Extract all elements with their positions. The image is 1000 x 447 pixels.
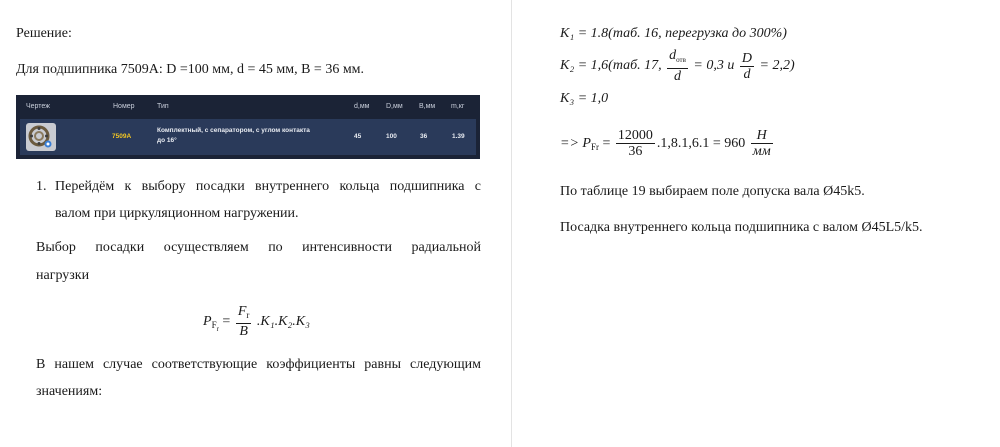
formula-p-sub: F <box>211 320 217 330</box>
table-row[interactable] <box>20 119 476 155</box>
k3-line: K₃ = 1,0 <box>560 91 609 106</box>
row-type-line1: Комплектный, с сепаратором, с углом контакта <box>157 127 310 134</box>
k2-pre: K₂ = 1,6(таб. 17, <box>560 58 662 74</box>
k2-fraction1 <box>667 48 688 84</box>
para1-line1: Выбор посадки осуществляем по интенсивности радиальной <box>36 240 481 255</box>
result-unit <box>751 128 773 159</box>
para2-line1: В нашем случае соответствующие коэффициенты равны следующим <box>36 357 481 372</box>
row-d: 45 <box>354 133 362 140</box>
k2-line <box>560 48 795 84</box>
result-sub: Fr <box>590 142 599 152</box>
col-B: B,мм <box>419 103 436 110</box>
row-B: 36 <box>420 133 428 140</box>
row-number: 7509A <box>112 133 132 140</box>
para1-line2: нагрузки <box>36 268 90 283</box>
item1-line2: валом при циркуляционном нагружении. <box>55 206 299 221</box>
result-formula <box>560 126 775 165</box>
k2-fraction2 <box>740 51 754 82</box>
col-d: d,мм <box>354 103 370 110</box>
k2-frac1-den: d <box>674 69 682 84</box>
k2-frac2-den: d <box>743 66 751 82</box>
column-divider <box>511 0 512 447</box>
result-frac-num: 12000 <box>617 128 653 144</box>
fit-line: Посадка внутреннего кольца подшипника с валом Ø45L5/k5. <box>560 220 923 235</box>
para2-line2: значениям: <box>36 384 103 399</box>
formula-fr-sub: r <box>246 310 250 321</box>
col-number: Номер <box>113 103 135 110</box>
k1-line: K₁ = 1.8(таб. 16, перегрузка до 300%) <box>560 26 787 41</box>
bearing-params: Для подшипника 7509А: D =100 мм, d = 45 мм, B = 36 мм. <box>16 62 365 77</box>
result-eq: = <box>602 136 611 151</box>
list-marker: 1. <box>36 179 47 194</box>
col-D: D,мм <box>386 103 403 110</box>
k2-frac1-num-sub: отв <box>676 56 686 64</box>
solution-heading: Решение: <box>16 26 72 41</box>
k2-mid: = 0,3 и <box>693 58 735 74</box>
result-unit-den: мм <box>752 144 771 160</box>
result-mid: .1,8.1,6.1 = 960 <box>656 136 746 151</box>
tolerance-line: По таблице 19 выбираем поле допуска вала Ø45k5. <box>560 184 865 199</box>
result-pre: => P <box>560 136 591 151</box>
k2-frac2-num: D <box>741 50 752 66</box>
formula-fraction <box>236 304 252 339</box>
bearing-table <box>16 95 480 159</box>
formula-p: P <box>203 314 212 329</box>
col-m: m,кг <box>451 103 465 110</box>
col-drawing: Чертеж <box>26 103 50 110</box>
row-type-line2: до 16° <box>157 137 177 144</box>
formula-fr: F <box>237 304 247 320</box>
result-fraction <box>616 128 655 159</box>
item1-line1: Перейдём к выбору посадки внутреннего кольца подшипника с <box>55 179 481 194</box>
formula-b: B <box>239 324 248 340</box>
row-D: 100 <box>386 133 397 140</box>
k2-frac1-num: d <box>669 48 677 63</box>
intensity-formula: $P_{F_r}$ = $\frac{F_r}{B}$ .K₁.K₂.K₃ <box>203 304 311 340</box>
result-frac-den: 36 <box>628 144 643 160</box>
result-unit-num: Н <box>751 128 773 144</box>
formula-tail: .K₁.K₂.K₃ <box>256 314 311 329</box>
formula-p-subsub: r <box>216 325 219 333</box>
bearing-icon[interactable] <box>26 123 56 151</box>
k2-post: = 2,2) <box>759 58 795 74</box>
row-m: 1.39 <box>452 133 465 140</box>
col-type: Тип <box>157 103 169 110</box>
